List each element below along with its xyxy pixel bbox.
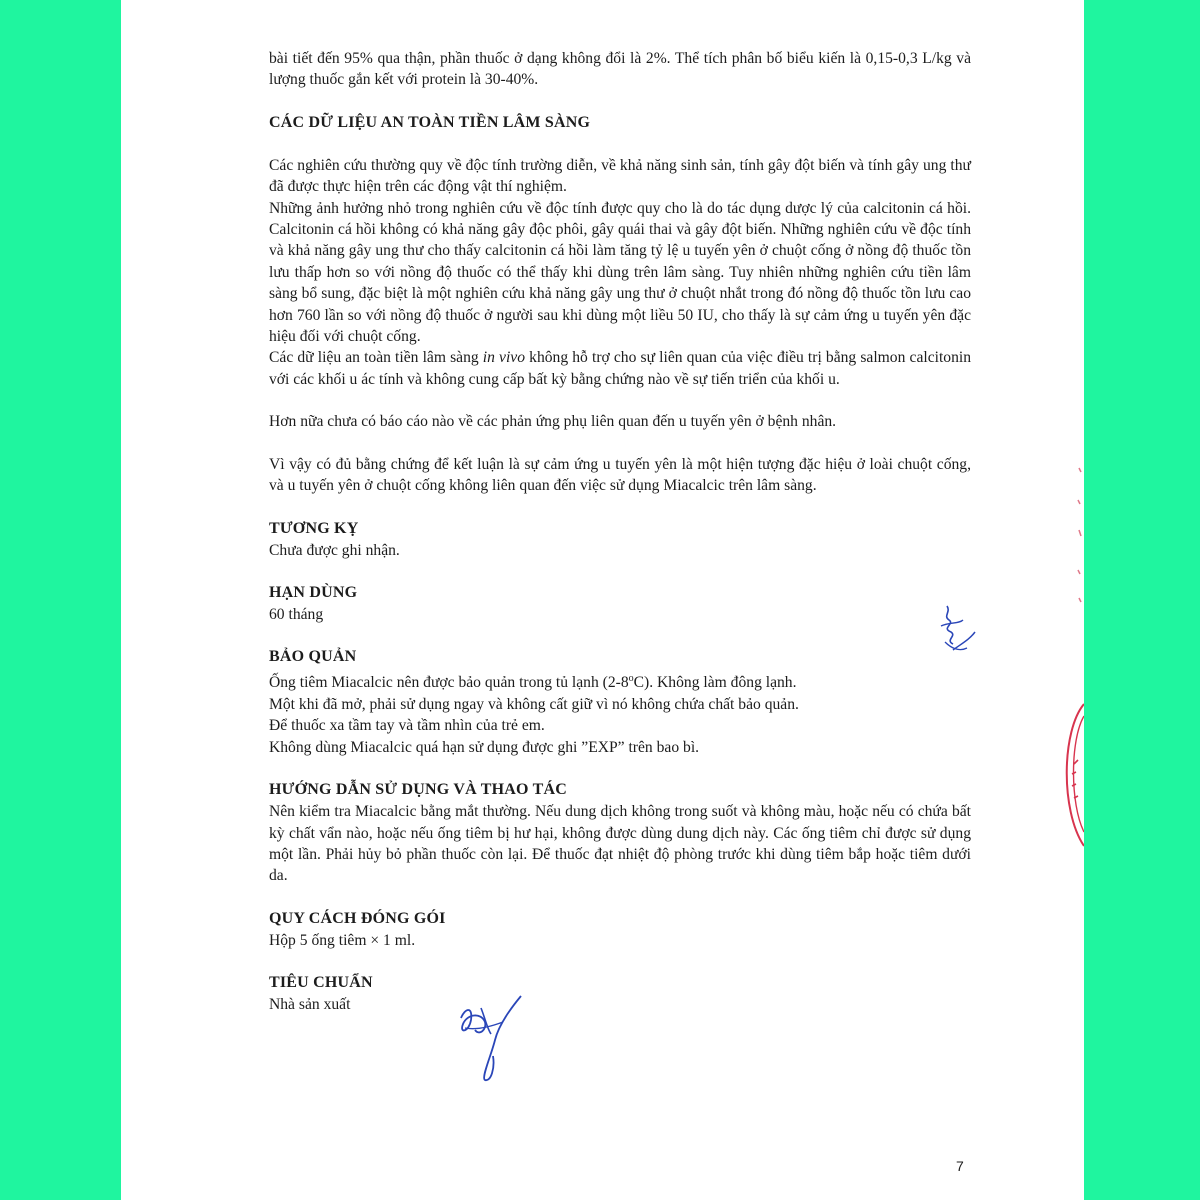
- page-number: 7: [956, 1158, 964, 1174]
- storage-line-3: Để thuốc xa tầm tay và tầm nhìn của trẻ em.: [269, 717, 545, 735]
- usage-text: Nên kiểm tra Miacalcic bằng mắt thường. Nếu dung dịch không trong suốt và không màu, hoặc nếu có chứa bất kỳ chất vẩn nào, hoặc nếu ống tiêm bị hư hại, không được dùng dung dịch này. Các ống tiêm chỉ được sử dụng một lần. Phải hủy bỏ phần thuốc còn lại. Để thuốc đạt nhiệt độ phòng trước khi dùng tiêm bắp hoặc tiêm dưới da.: [269, 803, 971, 885]
- incompatibility-text: Chưa được ghi nhận.: [269, 541, 400, 559]
- degree-superscript: o: [628, 673, 634, 685]
- intro-paragraph: bài tiết đến 95% qua thận, phần thuốc ở dạng không đổi là 2%. Thể tích phân bố biểu kiến là 0,15-0,3 L/kg và lượng thuốc gắn kết với protein là 30-40%.: [269, 50, 971, 89]
- p3-text-after: không hỗ trợ cho sự liên quan của việc điều trị bằng salmon calcitonin với các khối u ác tính và không cung cấp bất kỳ bằng chứng nào về sự tiến triển của khối u.: [269, 349, 972, 388]
- p3-text-before: Các dữ liệu an toàn tiền lâm sàng: [269, 349, 483, 367]
- storage-line-4: Không dùng Miacalcic quá hạn sử dụng được ghi ”EXP” trên bao bì.: [269, 738, 700, 756]
- storage-line-1: [269, 668, 971, 694]
- red-stamp-fragment-icon: [1056, 700, 1084, 850]
- signature-mark-icon: [933, 598, 983, 660]
- preclinical-paragraph-5: Vì vậy có đủ bằng chứng để kết luận là sự cảm ứng u tuyến yên là một hiện tượng đặc hiệu ở loài chuột cống, và u tuyến yên ở chuột cống không liên quan đến việc sử dụng Miacalcic trên lâm sàng.: [269, 455, 971, 495]
- section-heading-incompatibility: TƯƠNG KỴ: [269, 519, 359, 537]
- section-heading-shelf-life: HẠN DÙNG: [269, 583, 358, 601]
- storage-line-1-before: Ống tiêm Miacalcic nên được bảo quản trong tủ lạnh (2-8: [269, 674, 629, 692]
- section-heading-storage: BẢO QUẢN: [269, 648, 357, 666]
- storage-line-2: Một khi đã mở, phải sử dụng ngay và không cất giữ vì nó không chứa chất bảo quản.: [269, 695, 799, 713]
- preclinical-paragraph-4: Hơn nữa chưa có báo cáo nào về các phản ứng phụ liên quan đến u tuyến yên ở bệnh nhân.: [269, 413, 837, 431]
- preclinical-paragraph-1: Các nghiên cứu thường quy về độc tính trường diễn, về khả năng sinh sản, tính gây đột biến và tính gây ung thư đã được thực hiện trên các động vật thí nghiệm.: [269, 156, 971, 196]
- shelf-life-text: 60 tháng: [269, 605, 324, 623]
- signature-icon: [451, 988, 531, 1088]
- document-body: [269, 48, 971, 1016]
- storage-line-1-after: C). Không làm đông lạnh.: [633, 674, 797, 692]
- preclinical-paragraph-3: [269, 347, 971, 390]
- section-heading-usage: HƯỚNG DẪN SỬ DỤNG VÀ THAO TÁC: [269, 781, 567, 799]
- standard-text: Nhà sản xuất: [269, 996, 351, 1014]
- preclinical-paragraph-2: Những ảnh hưởng nhỏ trong nghiên cứu về độc tính được quy cho là do tác dụng dược lý của calcitonin cá hồi. Calcitonin cá hồi không có khả năng gây độc phôi, gây quái thai và gây đột biến. Những nghiên cứu về độc tính và khả năng gây ung thư cho thấy calcitonin cá hồi làm tăng tỷ lệ u tuyến yên ở chuột cống ở nồng độ thuốc tồn lưu thấp hơn so với nồng độ thuốc có thể thấy khi dùng trên lâm sàng. Tuy nhiên những nghiên cứu tiền lâm sàng bổ sung, đặc biệt là một nghiên cứu khả năng gây ung thư ở chuột nhắt trong đó nồng độ thuốc tồn lưu cao hơn 760 lần so với nồng độ thuốc ở người sau khi dùng một liều 50 IU, cho thấy là sự cảm ứng u tuyến yên đặc hiệu đối với chuột cống.: [269, 199, 971, 346]
- stamp-trace-marks-icon: [1073, 460, 1084, 610]
- document-page: [121, 0, 1084, 1200]
- section-heading-packaging: QUY CÁCH ĐÓNG GÓI: [269, 909, 446, 927]
- packaging-text: Hộp 5 ống tiêm × 1 ml.: [269, 931, 416, 949]
- section-heading-standard: TIÊU CHUẨN: [269, 974, 373, 992]
- p3-italic-term: in vivo: [482, 349, 526, 367]
- section-heading-preclinical: CÁC DỮ LIỆU AN TOÀN TIỀN LÂM SÀNG: [269, 113, 591, 131]
